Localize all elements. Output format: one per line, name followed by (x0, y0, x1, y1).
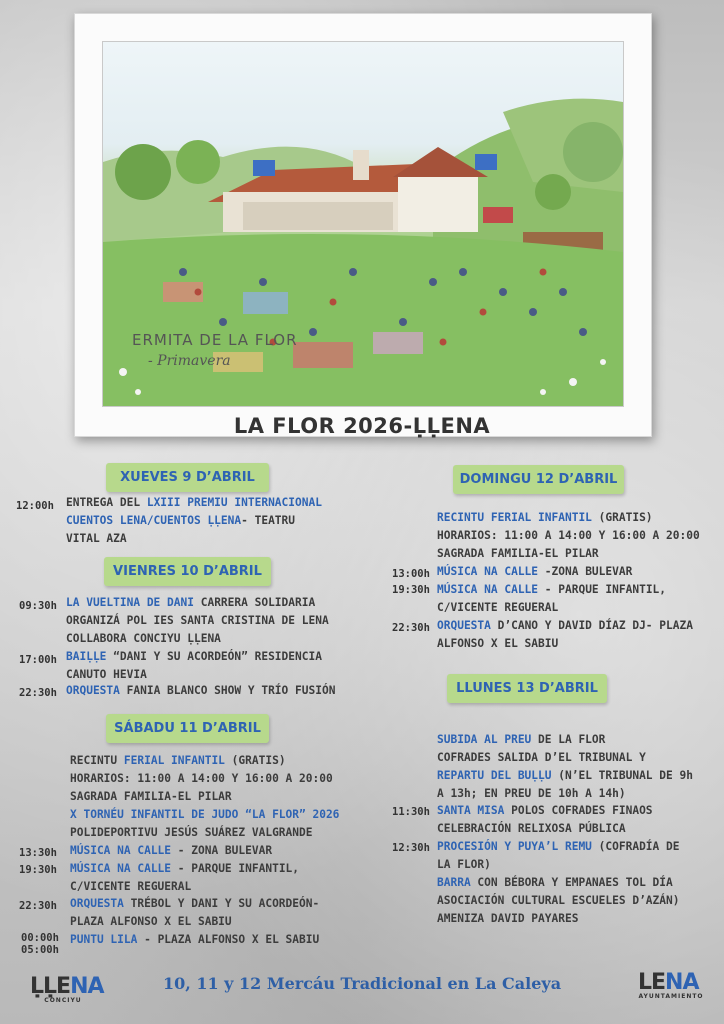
event-domingu-ferial: RECINTU FERIAL INFANTIL (GRATIS) HORARIOS: 11:00 A 14:00 Y 16:00 A 20:00 SAGRADA FAMILIA-EL PILAR (437, 511, 700, 560)
event-sabadu-orquesta: ORQUESTA TRÉBOL Y DANI Y SU ACORDEÓN- PLAZA ALFONSO X EL SABIU (70, 897, 320, 928)
event-domingu-musica-2: MÚSICA NA CALLE - PARQUE INFANTIL, C/VICENTE REGUERAL (437, 583, 667, 614)
event-sabadu-musica-1: MÚSICA NA CALLE - ZONA BULEVAR (70, 844, 273, 857)
event-xueves-premiu: ENTREGA DEL LXIII PREMIU INTERNACIONAL CUENTOS LENA/CUENTOS ḶḶENA- TEATRU VITAL AZA (66, 496, 322, 545)
event-time: 12:30h (392, 842, 430, 854)
painting-subcaption: - Primavera (148, 353, 231, 369)
event-time: 22:30h (19, 687, 57, 699)
event-domingu-orquesta: ORQUESTA D’CANO Y DAVID DÍAZ DJ- PLAZA ALFONSO X EL SABIU (437, 619, 693, 650)
event-domingu-musica-1: MÚSICA NA CALLE -ZONA BULEVAR (437, 565, 633, 578)
event-time: 12:00h (16, 500, 54, 512)
poster-title: LA FLOR 2026-ḶḶENA (233, 414, 491, 438)
event-llunes-misa: SANTA MISA POLOS COFRADES FINAOS CELEBRACIÓN RELIXOSA PÚBLICA (437, 804, 653, 835)
event-vienres-baille: BAIḶḶE “DANI Y SU ACORDEÓN” RESIDENCIA CANUTO HEVIA (66, 650, 322, 681)
day-badge-vienres: VIENRES 10 D’ABRIL (104, 557, 271, 586)
day-badge-xueves: XUEVES 9 D’ABRIL (106, 463, 269, 492)
painting-caption: ERMITA DE LA FLOR (132, 331, 298, 349)
event-time: 00:00h (21, 932, 59, 944)
conciyu-logo: ḶḶENA CONCIYU (30, 974, 104, 1004)
event-time: 13:30h (19, 847, 57, 859)
event-time: 17:00h (19, 654, 57, 666)
event-time: 22:30h (392, 622, 430, 634)
event-time: 11:30h (392, 806, 430, 818)
day-badge-llunes: LLUNES 13 D’ABRIL (447, 674, 607, 703)
event-llunes-procesion: PROCESIÓN Y PUYA’L REMU (COFRADÍA DE LA FLOR) BARRA CON BÉBORA Y EMPANAES TOL DÍA ASOCIACIÓN CULTURAL ESCUELES D’AZÁN) AMENIZA DAVID PAYARES (437, 840, 680, 925)
event-time: 19:30h (392, 584, 430, 596)
event-time: 19:30h (19, 864, 57, 876)
event-sabadu-ferial: RECINTU FERIAL INFANTIL (GRATIS) HORARIOS: 11:00 A 14:00 Y 16:00 A 20:00 SAGRADA FAMILIA-EL PILAR X TORNÉU INFANTIL DE JUDO “LA FLOR” 2026 POLIDEPORTIVU JESÚS SUÁREZ VALGRANDE (70, 754, 340, 839)
ayuntamiento-logo: LENA AYUNTAMIENTO (638, 970, 704, 1000)
day-badge-domingu: DOMINGU 12 D’ABRIL (453, 465, 624, 494)
event-sabadu-puntu-lila: PUNTU LILA - PLAZA ALFONSO X EL SABIU (70, 933, 320, 946)
painting-frame (74, 13, 652, 437)
event-sabadu-musica-2: MÚSICA NA CALLE - PARQUE INFANTIL, C/VICENTE REGUERAL (70, 862, 300, 893)
event-time: 05:00h (21, 944, 59, 956)
event-vienres-orquesta: ORQUESTA FANIA BLANCO SHOW Y TRÍO FUSIÓN (66, 684, 336, 697)
event-llunes-subida: SUBIDA AL PREU DE LA FLOR COFRADES SALIDA D’EL TRIBUNAL Y REPARTU DEL BUḶḶU (N’EL TRIBUNAL DE 9h A 13h; EN PREU DE 10h A 14h) (437, 733, 693, 800)
event-time: 09:30h (19, 600, 57, 612)
event-time: 13:00h (392, 568, 430, 580)
footer-mercau: 10, 11 y 12 Mercáu Tradicional en La Caleya (162, 974, 562, 993)
day-badge-sabadu: SÁBADU 11 D’ABRIL (106, 714, 269, 743)
event-vienres-vueltina: LA VUELTINA DE DANI CARRERA SOLIDARIA ORGANIZÁ POL IES SANTA CRISTINA DE LENA COLLABORA CONCIYU ḶḶENA (66, 596, 329, 645)
event-time: 22:30h (19, 900, 57, 912)
